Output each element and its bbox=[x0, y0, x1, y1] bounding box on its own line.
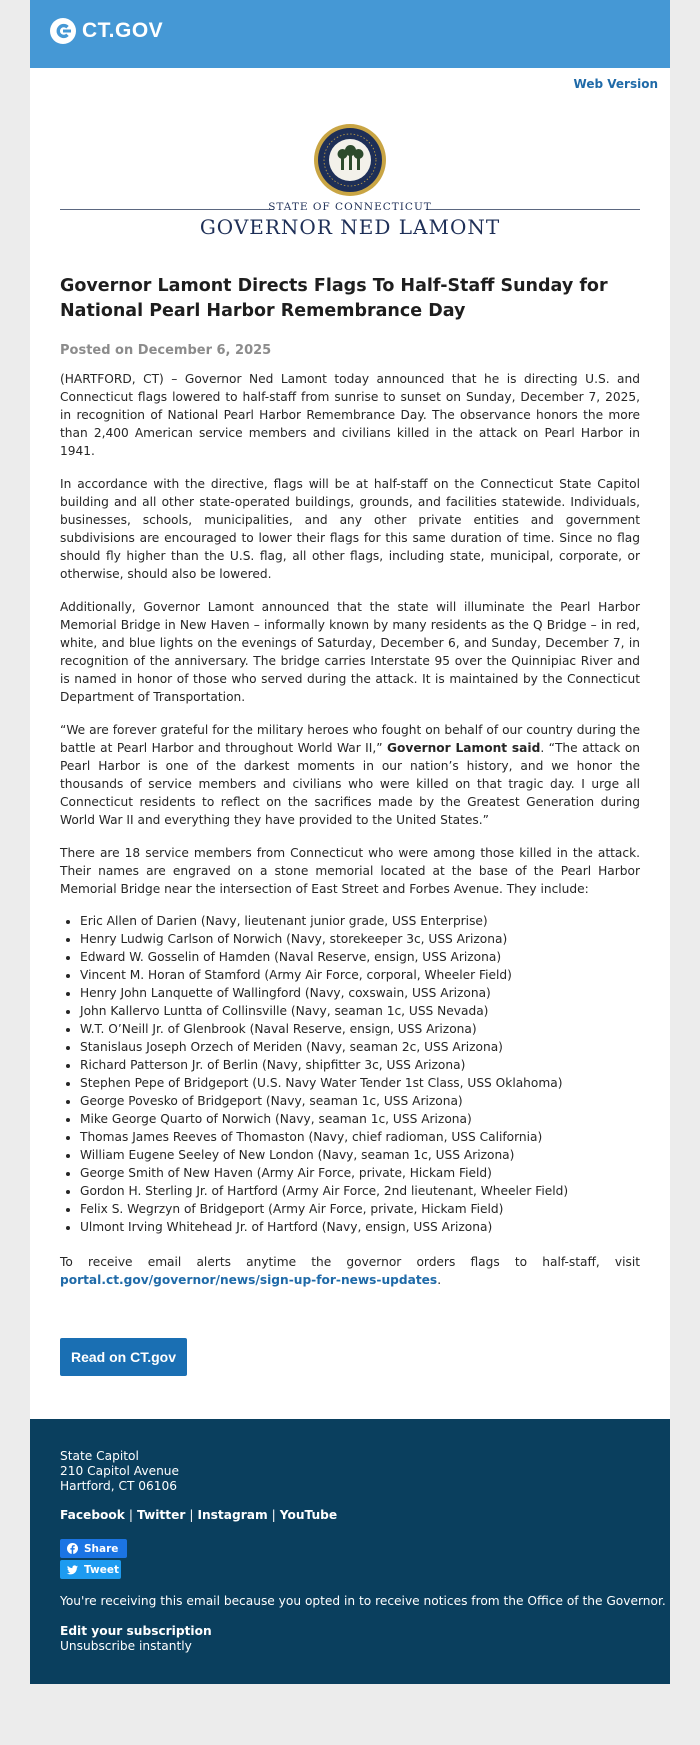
footer-address bbox=[60, 1449, 179, 1494]
quote-part-b: . “The attack on Pearl Harbor is one of the darkest moments in our nation’s history, and we honor the thousands of service members and civilians who were killed on that tragic day. I urge all Connecticut residents to reflect on the sacrifices made by the Greatest Generation during World War II and everything they have provided to the United States.” bbox=[60, 741, 640, 827]
read-on-ctgov-button[interactable]: Read on CT.gov bbox=[60, 1338, 187, 1376]
social-links bbox=[60, 1508, 337, 1522]
service-member-item: • George Povesko of Bridgeport (Navy, seaman 1c, USS Arizona) bbox=[80, 1092, 640, 1110]
article-title: Governor Lamont Directs Flags To Half-Staff Sunday for National Pearl Harbor Remembrance Day bbox=[60, 276, 608, 321]
footer bbox=[30, 1419, 670, 1684]
youtube-link[interactable]: YouTube bbox=[279, 1508, 338, 1522]
service-member-item: • Stanislaus Joseph Orzech of Meriden (Navy, seaman 2c, USS Arizona) bbox=[80, 1038, 640, 1056]
service-member-item: • Vincent M. Horan of Stamford (Army Air Force, corporal, Wheeler Field) bbox=[80, 966, 640, 984]
state-seal-image bbox=[313, 123, 387, 201]
facebook-link[interactable]: Facebook bbox=[60, 1508, 125, 1522]
ct-gov-logo[interactable] bbox=[50, 18, 163, 44]
posted-date: Posted on December 6, 2025 bbox=[60, 343, 272, 358]
article-body bbox=[60, 274, 640, 1289]
quote-speaker: Governor Lamont said bbox=[387, 741, 541, 755]
header-banner bbox=[30, 0, 670, 68]
social-separator: | bbox=[189, 1508, 194, 1522]
edit-subscription-link[interactable]: Edit your subscription bbox=[60, 1624, 212, 1638]
service-member-item: • Ulmont Irving Whitehead Jr. of Hartford (Navy, ensign, USS Arizona) bbox=[80, 1218, 640, 1236]
governor-name-heading: GOVERNOR NED LAMONT bbox=[199, 215, 501, 239]
state-of-connecticut-label: STATE OF CONNECTICUT bbox=[268, 201, 432, 213]
instagram-link[interactable]: Instagram bbox=[197, 1508, 268, 1522]
paragraph-email-alerts bbox=[60, 1253, 640, 1289]
service-member-item: • Eric Allen of Darien (Navy, lieutenant junior grade, USS Enterprise) bbox=[80, 912, 640, 930]
service-member-item: • Edward W. Gosselin of Hamden (Naval Reserve, ensign, USS Arizona) bbox=[80, 948, 640, 966]
service-member-item: • Henry Ludwig Carlson of Norwich (Navy, storekeeper 3c, USS Arizona) bbox=[80, 930, 640, 948]
web-version-link[interactable]: Web Version bbox=[573, 77, 658, 91]
alert-text: To receive email alerts anytime the governor orders flags to half-staff, visit bbox=[60, 1255, 640, 1269]
twitter-tweet-button[interactable] bbox=[60, 1560, 121, 1579]
social-separator: | bbox=[271, 1508, 276, 1522]
paragraph-memorial: There are 18 service members from Connecticut who were among those killed in the attack. Their names are engraved on a stone memorial located at the base of the Pearl Harbor Memorial Bridge near the intersection of East Street and Forbes Avenue. They include: bbox=[60, 846, 640, 896]
twitter-link[interactable]: Twitter bbox=[137, 1508, 186, 1522]
service-member-item: • W.T. O’Neill Jr. of Glenbrook (Naval Reserve, ensign, USS Arizona) bbox=[80, 1020, 640, 1038]
paragraph-directive: In accordance with the directive, flags will be at half-staff on the Connecticut State Capitol building and all other state-operated buildings, grounds, and facilities statewide. Individuals, businesses, schools, municipalities, and any other private entities and government subdivisions are encouraged to lower their flags for this same duration of time. Since no flag should fly higher than the U.S. flag, all other flags, including state, municipal, corporate, or otherwise, should also be lowered. bbox=[60, 477, 640, 581]
share-label: Share bbox=[84, 1542, 119, 1555]
service-member-item: • George Smith of New Haven (Army Air Force, private, Hickam Field) bbox=[80, 1164, 640, 1182]
paragraph-intro: (HARTFORD, CT) – Governor Ned Lamont today announced that he is directing U.S. and Connecticut flags lowered to half-staff from sunrise to sunset on Sunday, December 7, 2025, in recognition of National Pearl Harbor Remembrance Day. The observance honors the more than 2,400 American service members and civilians killed in the attack on Pearl Harbor in 1941. bbox=[60, 372, 640, 458]
service-member-item: • Felix S. Wegrzyn of Bridgeport (Army Air Force, private, Hickam Field) bbox=[80, 1200, 640, 1218]
paragraph-quote bbox=[60, 721, 640, 829]
email-container bbox=[30, 0, 670, 1684]
news-signup-link[interactable]: portal.ct.gov/governor/news/sign-up-for-news-updates bbox=[60, 1273, 438, 1287]
social-separator: | bbox=[128, 1508, 134, 1522]
service-member-item: • Gordon H. Sterling Jr. of Hartford (Army Air Force, 2nd lieutenant, Wheeler Field) bbox=[80, 1182, 640, 1200]
address-line-3: Hartford, CT 06106 bbox=[60, 1479, 178, 1493]
opt-in-notice: You're receiving this email because you opted in to receive notices from the Office of the Governor. bbox=[60, 1594, 666, 1608]
service-member-item: • John Kallervo Luntta of Collinsville (Navy, seaman 1c, USS Nevada) bbox=[80, 1002, 640, 1020]
facebook-icon bbox=[67, 1543, 78, 1554]
service-member-item: • Mike George Quarto of Norwich (Navy, seaman 1c, USS Arizona) bbox=[80, 1110, 640, 1128]
facebook-share-button[interactable] bbox=[60, 1539, 127, 1558]
ct-logo-icon bbox=[50, 18, 76, 44]
service-member-item: • Stephen Pepe of Bridgeport (U.S. Navy Water Tender 1st Class, USS Oklahoma) bbox=[80, 1074, 640, 1092]
address-line-1: State Capitol bbox=[60, 1449, 139, 1463]
service-member-item: • Henry John Lanquette of Wallingford (Navy, coxswain, USS Arizona) bbox=[80, 984, 640, 1002]
service-member-item: • Thomas James Reeves of Thomaston (Navy, chief radioman, USS California) bbox=[80, 1128, 640, 1146]
unsubscribe-link[interactable]: Unsubscribe instantly bbox=[60, 1639, 192, 1653]
twitter-bird-icon bbox=[67, 1565, 78, 1575]
service-member-item: • Richard Patterson Jr. of Berlin (Navy, shipfitter 3c, USS Arizona) bbox=[80, 1056, 640, 1074]
service-members-list bbox=[60, 912, 640, 1236]
alert-end: . bbox=[437, 1273, 442, 1287]
quote-part-a: “We are forever grateful for the military heroes who fought on behalf of our country during the battle at Pearl Harbor and throughout World War II,” bbox=[60, 723, 640, 755]
logo-text: CT.GOV bbox=[82, 19, 164, 42]
address-line-2: 210 Capitol Avenue bbox=[60, 1464, 180, 1478]
tweet-label: Tweet bbox=[84, 1563, 119, 1576]
paragraph-bridge: Additionally, Governor Lamont announced that the state will illuminate the Pearl Harbor Memorial Bridge in New Haven – informally known by many residents as the Q Bridge – in red, white, and blue lights on the evenings of Saturday, December 6, and Sunday, December 7, in recognition of the anniversary. The bridge carries Interstate 95 over the Quinnipiac River and is named in honor of those who served during the attack. It is maintained by the Connecticut Department of Transportation. bbox=[60, 600, 640, 704]
service-member-item: • William Eugene Seeley of New London (Navy, seaman 1c, USS Arizona) bbox=[80, 1146, 640, 1164]
